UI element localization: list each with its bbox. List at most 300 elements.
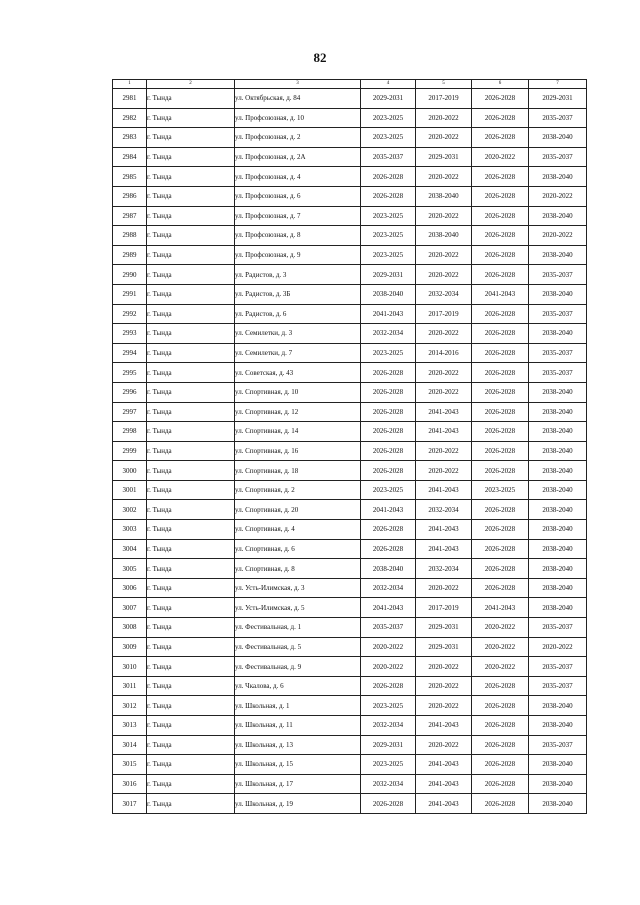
settlement-cell: г. Тында — [147, 128, 235, 148]
settlement-cell: г. Тында — [147, 637, 235, 657]
row-number: 3014 — [113, 735, 147, 755]
settlement-cell: г. Тында — [147, 618, 235, 638]
period-cell: 2038-2040 — [529, 520, 587, 540]
period-cell: 2038-2040 — [529, 441, 587, 461]
period-cell: 2029-2031 — [529, 89, 587, 109]
period-cell: 2026-2028 — [472, 226, 529, 246]
period-cell: 2026-2028 — [472, 422, 529, 442]
period-cell: 2020-2022 — [416, 735, 472, 755]
period-cell: 2026-2028 — [472, 167, 529, 187]
period-cell: 2026-2028 — [472, 520, 529, 540]
settlement-cell: г. Тында — [147, 598, 235, 618]
address-cell: ул. Спортивная, д. 6 — [235, 539, 361, 559]
period-cell: 2020-2022 — [416, 265, 472, 285]
period-cell: 2038-2040 — [529, 598, 587, 618]
address-cell: ул. Спортивная, д. 2 — [235, 480, 361, 500]
table-row — [113, 265, 587, 285]
period-cell: 2032-2034 — [416, 559, 472, 579]
period-cell: 2038-2040 — [529, 461, 587, 481]
row-number: 2987 — [113, 206, 147, 226]
page-number: 82 — [313, 50, 327, 65]
settlement-cell: г. Тында — [147, 245, 235, 265]
address-cell: ул. Чкалова, д. 6 — [235, 676, 361, 696]
period-cell: 2041-2043 — [416, 520, 472, 540]
table-row — [113, 382, 587, 402]
period-cell: 2026-2028 — [361, 402, 416, 422]
period-cell: 2038-2040 — [416, 226, 472, 246]
table-row — [113, 324, 587, 344]
period-cell: 2026-2028 — [472, 559, 529, 579]
period-cell: 2026-2028 — [472, 716, 529, 736]
row-number: 2999 — [113, 441, 147, 461]
period-cell: 2035-2037 — [529, 735, 587, 755]
row-number: 3003 — [113, 520, 147, 540]
settlement-cell: г. Тында — [147, 774, 235, 794]
table-row — [113, 128, 587, 148]
period-cell: 2038-2040 — [529, 500, 587, 520]
settlement-cell: г. Тында — [147, 108, 235, 128]
period-cell: 2038-2040 — [529, 578, 587, 598]
period-cell: 2038-2040 — [529, 206, 587, 226]
address-cell: ул. Школьная, д. 13 — [235, 735, 361, 755]
row-number: 3006 — [113, 578, 147, 598]
address-cell: ул. Спортивная, д. 18 — [235, 461, 361, 481]
period-cell: 2038-2040 — [529, 696, 587, 716]
address-cell: ул. Усть-Илимская, д. 3 — [235, 578, 361, 598]
address-cell: ул. Спортивная, д. 14 — [235, 422, 361, 442]
period-cell: 2026-2028 — [472, 539, 529, 559]
period-cell: 2023-2025 — [361, 226, 416, 246]
row-number: 3017 — [113, 794, 147, 814]
period-cell: 2017-2019 — [416, 304, 472, 324]
address-cell: ул. Профсоюзная, д. 7 — [235, 206, 361, 226]
period-cell: 2026-2028 — [361, 167, 416, 187]
period-cell: 2038-2040 — [529, 382, 587, 402]
row-number: 3000 — [113, 461, 147, 481]
period-cell: 2026-2028 — [361, 363, 416, 383]
period-cell: 2020-2022 — [416, 578, 472, 598]
period-cell: 2020-2022 — [416, 382, 472, 402]
row-number: 3011 — [113, 676, 147, 696]
period-cell: 2023-2025 — [361, 206, 416, 226]
period-cell: 2020-2022 — [529, 637, 587, 657]
period-cell: 2026-2028 — [472, 265, 529, 285]
period-cell: 2041-2043 — [416, 794, 472, 814]
period-cell: 2026-2028 — [361, 794, 416, 814]
address-cell: ул. Октябрьская, д. 84 — [235, 89, 361, 109]
period-cell: 2020-2022 — [416, 363, 472, 383]
settlement-cell: г. Тында — [147, 735, 235, 755]
table-row — [113, 657, 587, 677]
address-cell: ул. Профсоюзная, д. 6 — [235, 186, 361, 206]
period-cell: 2038-2040 — [529, 559, 587, 579]
period-cell: 2035-2037 — [529, 363, 587, 383]
column-number: 4 — [361, 80, 416, 89]
settlement-cell: г. Тында — [147, 382, 235, 402]
period-cell: 2029-2031 — [416, 618, 472, 638]
period-cell: 2020-2022 — [416, 206, 472, 226]
settlement-cell: г. Тында — [147, 284, 235, 304]
settlement-cell: г. Тында — [147, 755, 235, 775]
settlement-cell: г. Тында — [147, 147, 235, 167]
period-cell: 2038-2040 — [529, 128, 587, 148]
row-number: 3001 — [113, 480, 147, 500]
period-cell: 2038-2040 — [361, 559, 416, 579]
settlement-cell: г. Тында — [147, 696, 235, 716]
address-cell: ул. Спортивная, д. 16 — [235, 441, 361, 461]
settlement-cell: г. Тында — [147, 265, 235, 285]
period-cell: 2026-2028 — [472, 245, 529, 265]
table-row — [113, 108, 587, 128]
period-cell: 2026-2028 — [361, 382, 416, 402]
period-cell: 2026-2028 — [361, 539, 416, 559]
period-cell: 2035-2037 — [529, 676, 587, 696]
table-row — [113, 343, 587, 363]
address-cell: ул. Радистов, д. 3Б — [235, 284, 361, 304]
table-row — [113, 186, 587, 206]
row-number: 3004 — [113, 539, 147, 559]
table-row — [113, 637, 587, 657]
address-cell: ул. Спортивная, д. 12 — [235, 402, 361, 422]
period-cell: 2026-2028 — [361, 186, 416, 206]
table-row — [113, 441, 587, 461]
table-row — [113, 735, 587, 755]
address-cell: ул. Профсоюзная, д. 2 — [235, 128, 361, 148]
table-row — [113, 206, 587, 226]
period-cell: 2038-2040 — [416, 186, 472, 206]
row-number: 2995 — [113, 363, 147, 383]
period-cell: 2026-2028 — [472, 696, 529, 716]
row-number: 3002 — [113, 500, 147, 520]
period-cell: 2038-2040 — [529, 774, 587, 794]
period-cell: 2026-2028 — [472, 402, 529, 422]
table-row — [113, 500, 587, 520]
period-cell: 2041-2043 — [472, 284, 529, 304]
period-cell: 2026-2028 — [472, 441, 529, 461]
period-cell: 2014-2016 — [416, 343, 472, 363]
table-row — [113, 716, 587, 736]
table-row — [113, 794, 587, 814]
period-cell: 2020-2022 — [529, 186, 587, 206]
period-cell: 2023-2025 — [361, 343, 416, 363]
settlement-cell: г. Тында — [147, 500, 235, 520]
period-cell: 2038-2040 — [361, 284, 416, 304]
period-cell: 2026-2028 — [472, 461, 529, 481]
period-cell: 2041-2043 — [472, 598, 529, 618]
period-cell: 2020-2022 — [416, 128, 472, 148]
column-number: 1 — [113, 80, 147, 89]
settlement-cell: г. Тында — [147, 578, 235, 598]
table-row — [113, 89, 587, 109]
address-cell: ул. Советская, д. 43 — [235, 363, 361, 383]
address-cell: ул. Профсоюзная, д. 4 — [235, 167, 361, 187]
period-cell: 2035-2037 — [361, 618, 416, 638]
period-cell: 2020-2022 — [361, 657, 416, 677]
table-row — [113, 539, 587, 559]
table-row — [113, 245, 587, 265]
period-cell: 2026-2028 — [472, 382, 529, 402]
settlement-cell: г. Тында — [147, 539, 235, 559]
period-cell: 2026-2028 — [361, 676, 416, 696]
table-row — [113, 226, 587, 246]
settlement-cell: г. Тында — [147, 304, 235, 324]
settlement-cell: г. Тында — [147, 324, 235, 344]
address-cell: ул. Профсоюзная, д. 9 — [235, 245, 361, 265]
row-number: 2996 — [113, 382, 147, 402]
table-row — [113, 696, 587, 716]
period-cell: 2020-2022 — [416, 676, 472, 696]
period-cell: 2038-2040 — [529, 402, 587, 422]
column-number: 3 — [235, 80, 361, 89]
table-row — [113, 147, 587, 167]
period-cell: 2026-2028 — [472, 676, 529, 696]
period-cell: 2029-2031 — [361, 735, 416, 755]
period-cell: 2017-2019 — [416, 89, 472, 109]
settlement-cell: г. Тында — [147, 676, 235, 696]
row-number: 2994 — [113, 343, 147, 363]
row-number: 3007 — [113, 598, 147, 618]
period-cell: 2023-2025 — [361, 108, 416, 128]
period-cell: 2020-2022 — [416, 441, 472, 461]
period-cell: 2029-2031 — [361, 265, 416, 285]
column-number: 6 — [472, 80, 529, 89]
period-cell: 2023-2025 — [472, 480, 529, 500]
table-row — [113, 559, 587, 579]
row-number: 3013 — [113, 716, 147, 736]
period-cell: 2026-2028 — [472, 774, 529, 794]
address-cell: ул. Усть-Илимская, д. 5 — [235, 598, 361, 618]
settlement-cell: г. Тында — [147, 461, 235, 481]
address-cell: ул. Семилетки, д. 7 — [235, 343, 361, 363]
period-cell: 2041-2043 — [416, 774, 472, 794]
period-cell: 2035-2037 — [529, 147, 587, 167]
row-number: 2985 — [113, 167, 147, 187]
period-cell: 2041-2043 — [416, 716, 472, 736]
address-cell: ул. Семилетки, д. 3 — [235, 324, 361, 344]
row-number: 2981 — [113, 89, 147, 109]
row-number: 3012 — [113, 696, 147, 716]
period-cell: 2038-2040 — [529, 422, 587, 442]
settlement-cell: г. Тында — [147, 559, 235, 579]
column-number: 7 — [529, 80, 587, 89]
period-cell: 2020-2022 — [416, 324, 472, 344]
address-cell: ул. Школьная, д. 15 — [235, 755, 361, 775]
address-cell: ул. Радистов, д. 3 — [235, 265, 361, 285]
row-number: 3015 — [113, 755, 147, 775]
address-cell: ул. Школьная, д. 19 — [235, 794, 361, 814]
period-cell: 2026-2028 — [361, 422, 416, 442]
table-row — [113, 304, 587, 324]
column-number-row — [113, 80, 587, 89]
address-cell: ул. Школьная, д. 17 — [235, 774, 361, 794]
period-cell: 2041-2043 — [416, 539, 472, 559]
period-cell: 2038-2040 — [529, 539, 587, 559]
period-cell: 2020-2022 — [416, 696, 472, 716]
column-number: 5 — [416, 80, 472, 89]
table-row — [113, 676, 587, 696]
period-cell: 2026-2028 — [361, 441, 416, 461]
period-cell: 2026-2028 — [472, 128, 529, 148]
settlement-cell: г. Тында — [147, 480, 235, 500]
row-number: 2983 — [113, 128, 147, 148]
settlement-cell: г. Тында — [147, 226, 235, 246]
period-cell: 2026-2028 — [472, 343, 529, 363]
row-number: 3005 — [113, 559, 147, 579]
period-cell: 2038-2040 — [529, 324, 587, 344]
period-cell: 2038-2040 — [529, 245, 587, 265]
address-cell: ул. Фестивальная, д. 9 — [235, 657, 361, 677]
row-number: 3009 — [113, 637, 147, 657]
period-cell: 2026-2028 — [472, 304, 529, 324]
table-row — [113, 363, 587, 383]
row-number: 2992 — [113, 304, 147, 324]
settlement-cell: г. Тында — [147, 186, 235, 206]
table-row — [113, 598, 587, 618]
period-cell: 2032-2034 — [361, 774, 416, 794]
table-row — [113, 618, 587, 638]
period-cell: 2035-2037 — [529, 618, 587, 638]
period-cell: 2020-2022 — [416, 657, 472, 677]
settlement-cell: г. Тында — [147, 422, 235, 442]
address-cell: ул. Фестивальная, д. 5 — [235, 637, 361, 657]
row-number: 2991 — [113, 284, 147, 304]
table-row — [113, 284, 587, 304]
period-cell: 2020-2022 — [416, 245, 472, 265]
table-row — [113, 422, 587, 442]
address-cell: ул. Школьная, д. 11 — [235, 716, 361, 736]
period-cell: 2029-2031 — [416, 147, 472, 167]
period-cell: 2026-2028 — [361, 520, 416, 540]
period-cell: 2035-2037 — [529, 265, 587, 285]
settlement-cell: г. Тында — [147, 343, 235, 363]
period-cell: 2026-2028 — [472, 755, 529, 775]
column-number: 2 — [147, 80, 235, 89]
row-number: 2986 — [113, 186, 147, 206]
period-cell: 2017-2019 — [416, 598, 472, 618]
period-cell: 2020-2022 — [416, 167, 472, 187]
table-row — [113, 461, 587, 481]
period-cell: 2041-2043 — [361, 500, 416, 520]
period-cell: 2023-2025 — [361, 755, 416, 775]
table-row — [113, 167, 587, 187]
period-cell: 2035-2037 — [529, 304, 587, 324]
period-cell: 2038-2040 — [529, 284, 587, 304]
settlement-cell: г. Тында — [147, 657, 235, 677]
address-cell: ул. Профсоюзная, д. 2А — [235, 147, 361, 167]
settlement-cell: г. Тында — [147, 89, 235, 109]
period-cell: 2035-2037 — [529, 108, 587, 128]
period-cell: 2020-2022 — [529, 226, 587, 246]
settlement-cell: г. Тында — [147, 167, 235, 187]
settlement-cell: г. Тында — [147, 520, 235, 540]
period-cell: 2038-2040 — [529, 794, 587, 814]
period-cell: 2032-2034 — [361, 578, 416, 598]
period-cell: 2035-2037 — [529, 343, 587, 363]
period-cell: 2020-2022 — [361, 637, 416, 657]
period-cell: 2041-2043 — [416, 755, 472, 775]
period-cell: 2038-2040 — [529, 480, 587, 500]
period-cell: 2020-2022 — [416, 108, 472, 128]
row-number: 3008 — [113, 618, 147, 638]
period-cell: 2041-2043 — [361, 304, 416, 324]
row-number: 2993 — [113, 324, 147, 344]
period-cell: 2023-2025 — [361, 128, 416, 148]
period-cell: 2020-2022 — [472, 657, 529, 677]
period-cell: 2041-2043 — [416, 480, 472, 500]
address-cell: ул. Фестивальная, д. 1 — [235, 618, 361, 638]
settlement-cell: г. Тында — [147, 206, 235, 226]
settlement-cell: г. Тында — [147, 716, 235, 736]
row-number: 2988 — [113, 226, 147, 246]
period-cell: 2026-2028 — [472, 186, 529, 206]
address-cell: ул. Спортивная, д. 4 — [235, 520, 361, 540]
row-number: 2998 — [113, 422, 147, 442]
period-cell: 2026-2028 — [472, 735, 529, 755]
period-cell: 2020-2022 — [416, 461, 472, 481]
row-number: 2982 — [113, 108, 147, 128]
period-cell: 2035-2037 — [529, 657, 587, 677]
period-cell: 2026-2028 — [472, 578, 529, 598]
period-cell: 2041-2043 — [416, 402, 472, 422]
row-number: 2989 — [113, 245, 147, 265]
period-cell: 2032-2034 — [361, 324, 416, 344]
period-cell: 2032-2034 — [416, 500, 472, 520]
period-cell: 2020-2022 — [472, 618, 529, 638]
address-cell: ул. Радистов, д. 6 — [235, 304, 361, 324]
settlement-cell: г. Тында — [147, 794, 235, 814]
table-row — [113, 402, 587, 422]
period-cell: 2041-2043 — [416, 422, 472, 442]
address-cell: ул. Школьная, д. 1 — [235, 696, 361, 716]
settlement-cell: г. Тында — [147, 402, 235, 422]
period-cell: 2029-2031 — [361, 89, 416, 109]
period-cell: 2038-2040 — [529, 755, 587, 775]
period-cell: 2032-2034 — [416, 284, 472, 304]
period-cell: 2032-2034 — [361, 716, 416, 736]
table-row — [113, 520, 587, 540]
period-cell: 2029-2031 — [416, 637, 472, 657]
period-cell: 2026-2028 — [472, 363, 529, 383]
table-row — [113, 755, 587, 775]
address-cell: ул. Спортивная, д. 8 — [235, 559, 361, 579]
row-number: 2990 — [113, 265, 147, 285]
address-cell: ул. Спортивная, д. 20 — [235, 500, 361, 520]
period-cell: 2026-2028 — [361, 461, 416, 481]
table-row — [113, 578, 587, 598]
table-row — [113, 774, 587, 794]
row-number: 3010 — [113, 657, 147, 677]
address-cell: ул. Спортивная, д. 10 — [235, 382, 361, 402]
period-cell: 2026-2028 — [472, 794, 529, 814]
row-number: 2984 — [113, 147, 147, 167]
table-row — [113, 480, 587, 500]
period-cell: 2023-2025 — [361, 480, 416, 500]
address-cell: ул. Профсоюзная, д. 10 — [235, 108, 361, 128]
period-cell: 2035-2037 — [361, 147, 416, 167]
row-number: 2997 — [113, 402, 147, 422]
period-cell: 2026-2028 — [472, 206, 529, 226]
period-cell: 2026-2028 — [472, 324, 529, 344]
period-cell: 2026-2028 — [472, 89, 529, 109]
period-cell: 2041-2043 — [361, 598, 416, 618]
period-cell: 2038-2040 — [529, 167, 587, 187]
period-cell: 2038-2040 — [529, 716, 587, 736]
period-cell: 2023-2025 — [361, 696, 416, 716]
period-cell: 2023-2025 — [361, 245, 416, 265]
period-cell: 2026-2028 — [472, 500, 529, 520]
period-cell: 2020-2022 — [472, 147, 529, 167]
settlement-cell: г. Тында — [147, 363, 235, 383]
